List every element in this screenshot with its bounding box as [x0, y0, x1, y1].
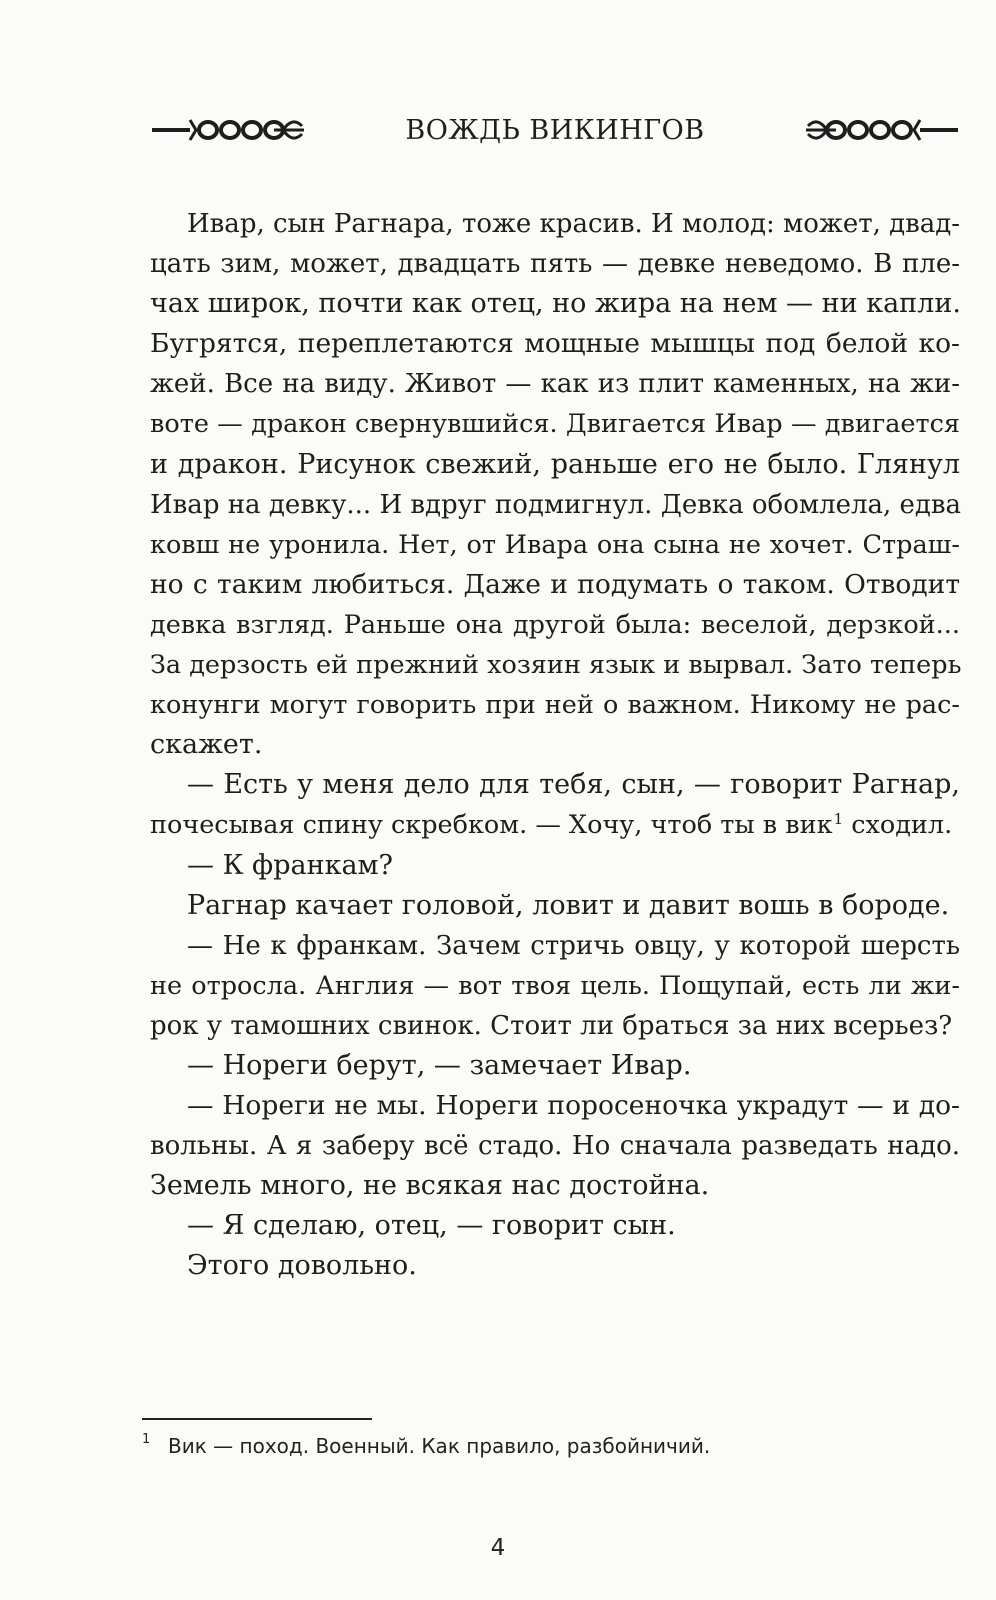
body-text — [150, 204, 960, 1287]
paragraph — [150, 1086, 960, 1206]
text-line: Земель много, не всякая нас достойна. — [150, 1170, 710, 1202]
text-line: не отросла. Англия — вот твоя цель. Пощупай, есть ли жи- — [150, 970, 960, 1001]
paragraph — [150, 765, 960, 845]
text-line: Этого довольно. — [187, 1250, 417, 1282]
text-line: Ивар на девку... И вдруг подмигнул. Девка обомлела, едва — [150, 489, 962, 520]
paragraph — [150, 926, 960, 1046]
footnote-reference[interactable]: 1 — [833, 809, 844, 828]
text-line: Бугрятся, переплетаются мощные мышцы под белой ко- — [150, 328, 960, 360]
header-title: ВОЖДЬ ВИКИНГОВ — [405, 115, 705, 146]
text-line: конунги могут говорить при ней о важном. Никому не рас- — [150, 690, 960, 721]
text-line: За дерзость ей прежний хозяин язык и вырвал. Зато теперь — [150, 650, 962, 681]
text-line: — К франкам? — [187, 849, 394, 881]
text-line: жей. Все на виду. Живот — как из плит каменных, на жи- — [150, 369, 960, 400]
paragraph — [150, 1046, 960, 1086]
text-line: цать зим, может, двадцать пять — девке неведомо. В пле- — [150, 249, 960, 280]
text-line-with-footnote — [150, 805, 960, 845]
text-segment: сходил. — [843, 810, 953, 841]
text-line: воте — дракон свернувшийся. Двигается Ивар — двигается — [150, 409, 960, 440]
text-line: рок у тамошних свинок. Стоит ли браться за них всерьез? — [150, 1010, 953, 1041]
text-line: ковш не уронила. Нет, от Ивара она сына не хочет. Страш- — [150, 529, 960, 560]
text-segment: почесывая спину скребком. — Хочу, чтоб ты в вик — [150, 810, 833, 841]
page-number: 4 — [490, 1535, 506, 1561]
text-line: и дракон. Рисунок свежий, раньше его не было. Глянул — [150, 448, 960, 480]
text-line: — Есть у меня дело для тебя, сын, — говорит Рагнар, — [187, 769, 960, 801]
paragraph — [150, 1246, 960, 1286]
text-line: Ивар, сын Рагнара, тоже красив. И молод: может, двад- — [187, 209, 961, 239]
text-line: — Я сделаю, отец, — говорит сын. — [187, 1210, 676, 1242]
running-header — [150, 108, 960, 152]
paragraph — [150, 1206, 960, 1246]
text-line: Рагнар качает головой, ловит и давит вошь в бороде. — [187, 889, 950, 921]
text-line: чах широк, почти как отец, но жира на нем — ни капли. — [150, 288, 961, 320]
footnote — [142, 1434, 942, 1458]
text-line: вольны. А я заберу всё стадо. Но сначала разведать надо. — [150, 1131, 960, 1162]
text-line: — Нореги берут, — замечает Ивар. — [187, 1049, 692, 1081]
footnote-mark: 1 — [142, 1432, 151, 1447]
footnote-divider — [142, 1418, 372, 1420]
paragraph — [150, 846, 960, 886]
text-line: скажет. — [150, 729, 263, 761]
paragraph — [150, 204, 960, 765]
text-line: — Нореги не мы. Нореги поросеночка украдут — и до- — [187, 1090, 960, 1122]
footnote-text: Вик — поход. Военный. Как правило, разбойничий. — [168, 1434, 711, 1458]
text-line: — Не к франкам. Зачем стричь овцу, у которой шерсть — [187, 930, 960, 961]
text-line: но с таким любиться. Даже и подумать о таком. Отводит — [150, 568, 960, 600]
rope-ornament-right-icon — [804, 116, 960, 144]
paragraph — [150, 886, 960, 926]
text-line: девка взгляд. Раньше она другой была: веселой, дерзкой... — [150, 609, 960, 640]
